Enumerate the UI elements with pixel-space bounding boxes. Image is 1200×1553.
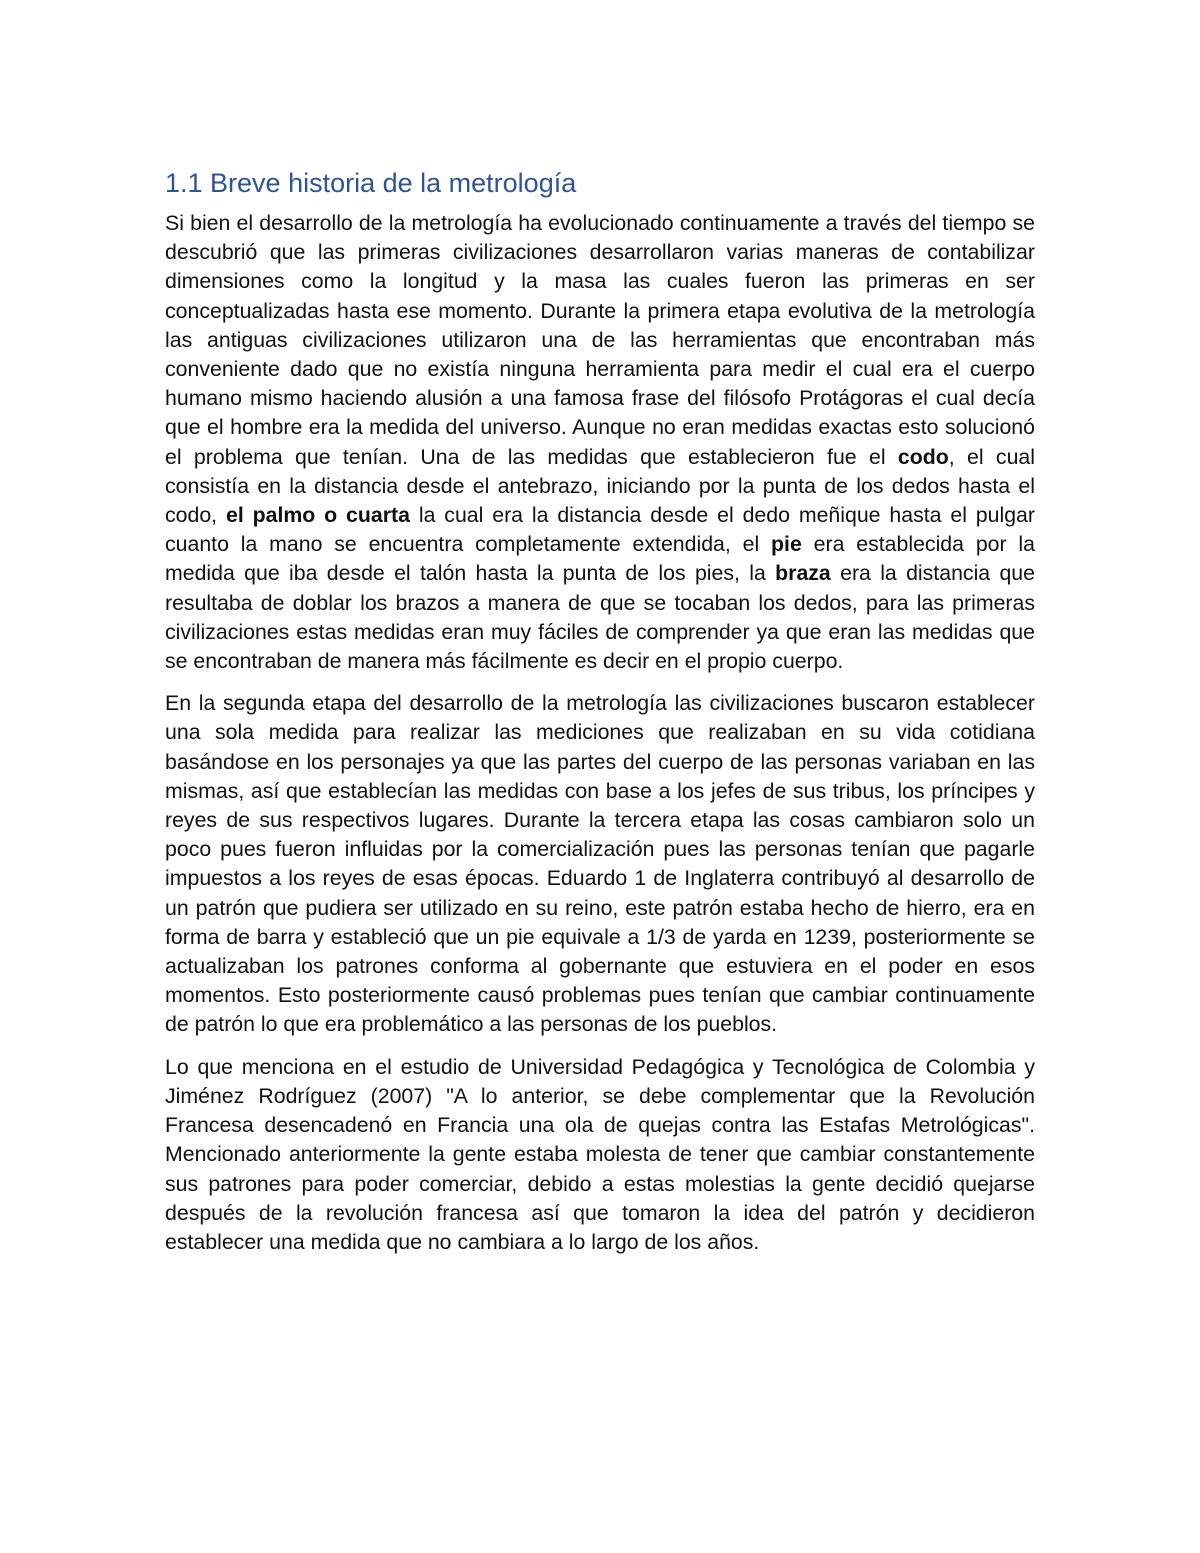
term-braza: braza [775, 561, 831, 586]
paragraph-2: En la segunda etapa del desarrollo de la metrología las civilizaciones buscaron establecer una sola medida para realizar las mediciones que realizaban en su vida cotidiana basándose en los personajes ya que las partes del cuerpo de las personas variaban en las mismas, así que establecían las medidas con base a los jefes de sus tribus, los príncipes y reyes de sus respectivos lugares. Durante la tercera etapa las cosas cambiaron solo un poco pues fueron influidas por la comercialización pues las personas tenían que pagarle impuestos a los reyes de esas épocas. Eduardo 1 de Inglaterra contribuyó al desarrollo de un patrón que pudiera ser utilizado en su reino, este patrón estaba hecho de hierro, era en forma de barra y estableció que un pie equivale a 1/3 de yarda en 1239, posteriormente se actualizaban los patrones conforma al gobernante que estuviera en el poder en esos momentos. Esto posteriormente causó problemas pues tenían que cambiar continuamente de patrón lo que era problemático a las personas de los pueblos. [165, 691, 1035, 1037]
document-page [165, 165, 1035, 1270]
paragraph-3: Lo que menciona en el estudio de Universidad Pedagógica y Tecnológica de Colombia y Jiménez Rodríguez (2007) "A lo anterior, se debe complementar que la Revolución Francesa desencadenó en Francia una ola de quejas contra las Estafas Metrológicas". Mencionado anteriormente la gente estaba molesta de tener que cambiar constantemente sus patrones para poder comerciar, debido a estas molestias la gente decidió quejarse después de la revolución francesa así que tomaron la idea del patrón y decidieron establecer una medida que no cambiara a lo largo de los años. [165, 1054, 1035, 1254]
paragraph-1-text-1: Si bien el desarrollo de la metrología ha evolucionado continuamente a través del tiempo se descubrió que las primeras civilizaciones desarrollaron varias maneras de contabilizar dimensiones como la longitud y la masa las cuales fueron las primeras en ser conceptualizadas hasta ese momento. Durante la primera etapa evolutiva de la metrología las antiguas civilizaciones utilizaron una de las herramientas que encontraban más conveniente dado que no existía ninguna herramienta para medir el cual era el cuerpo humano mismo haciendo alusión a una famosa frase del filósofo Protágoras el cual decía que el hombre era la medida del universo. Aunque no eran medidas exactas esto solucionó el problema que tenían. Una de las medidas que establecieron fue el [165, 211, 1035, 469]
paragraph-1-text-5: era la distancia que resultaba de doblar los brazos a manera de que se tocaban los dedos, para las primeras civilizaciones estas medidas eran muy fáciles de comprender ya que eran las medidas que se encontraban de manera más fácilmente es decir en el propio cuerpo. [165, 561, 1035, 674]
term-palmo: el palmo o cuarta [225, 503, 410, 528]
paragraph-1-text-4: era establecida por la medida que iba desde el talón hasta la punta de los pies, la [165, 532, 1035, 586]
paragraph-1 [165, 209, 1035, 676]
section-heading: 1.1 Breve historia de la metrología [165, 168, 577, 198]
term-pie: pie [771, 532, 802, 557]
paragraph-1-text-2: , el cual consistía en la distancia desde el antebrazo, iniciando por la punta de los dedos hasta el codo, [165, 444, 1035, 528]
term-codo: codo [897, 444, 949, 469]
paragraph-1-text-3: la cual era la distancia desde el dedo meñique hasta el pulgar cuanto la mano se encuentra completamente extendida, el [165, 503, 1035, 557]
